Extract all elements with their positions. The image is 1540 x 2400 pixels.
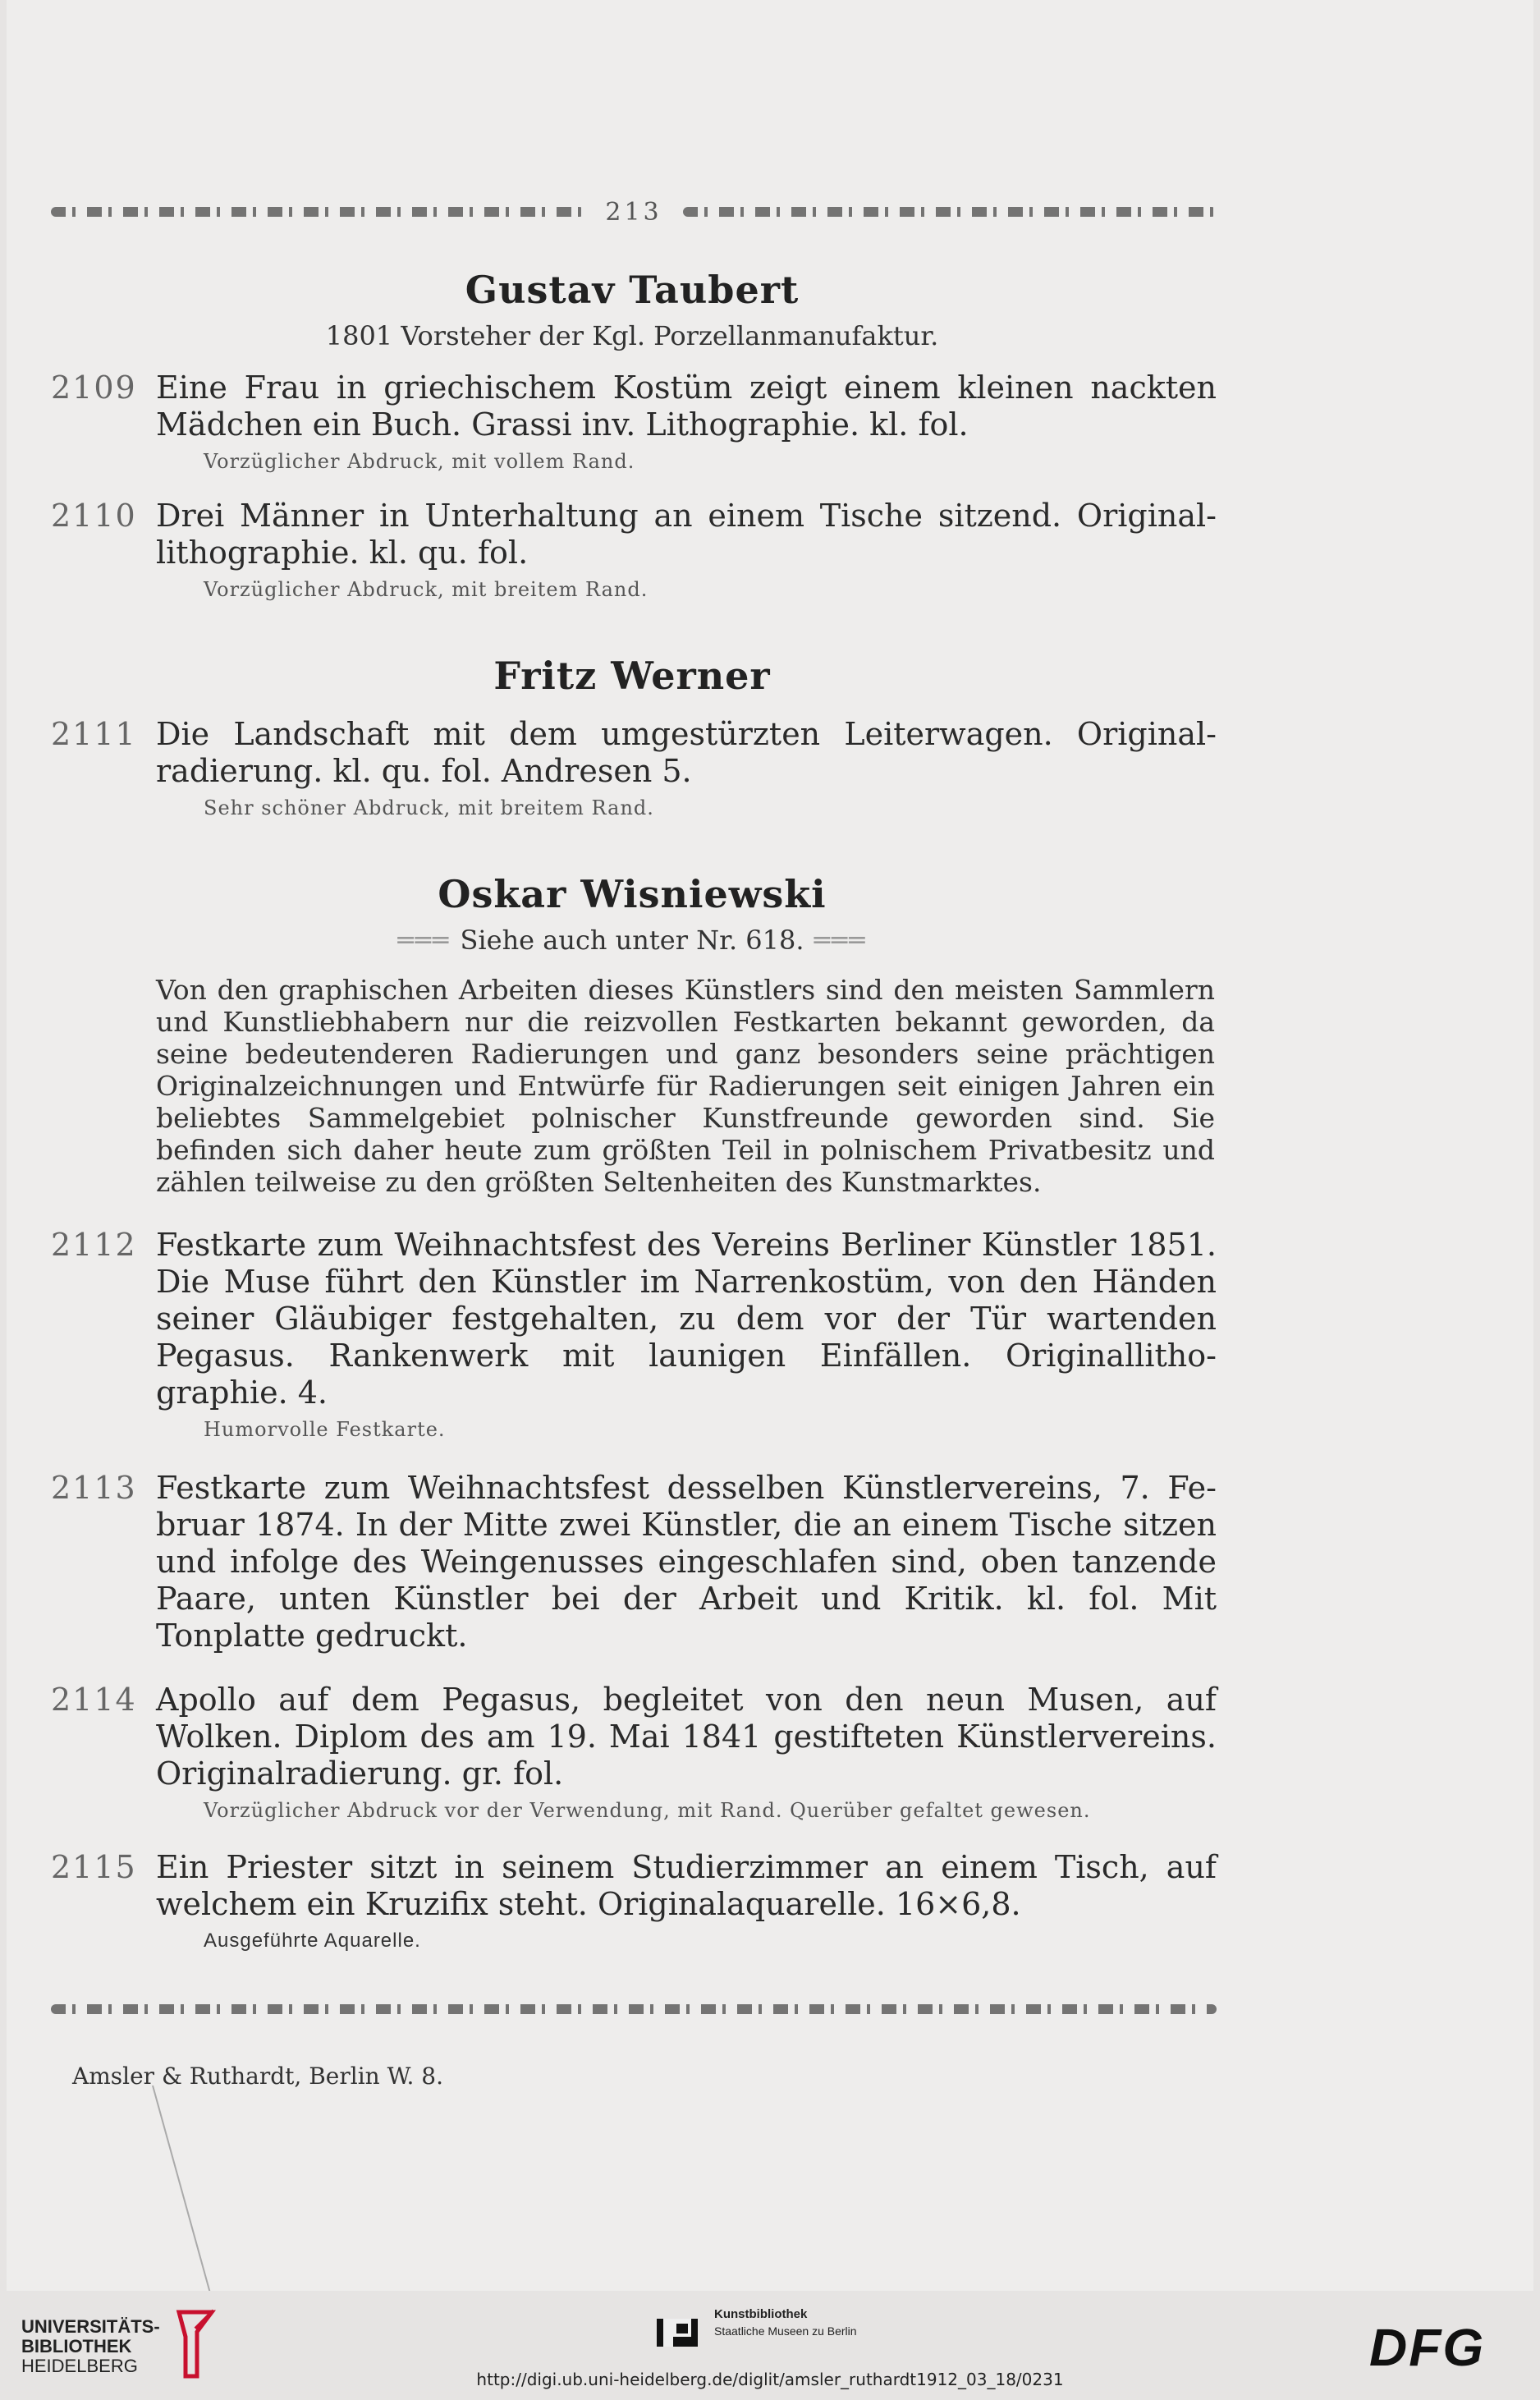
dfg-logo[interactable]: DFG (1369, 2318, 1486, 2377)
entry-note: Vorzüglicher Abdruck vor der Verwendung, mit Rand. Querüber gefaltet gewesen. (204, 1799, 1091, 1822)
artist-heading-werner: Fritz Werner (493, 654, 771, 698)
cross-reference: Siehe auch unter Nr. 618. (460, 925, 804, 956)
footer-ornament (51, 1997, 1217, 2021)
ornament-left (51, 207, 584, 217)
entry-note: Vorzüglicher Abdruck, mit breitem Rand. (204, 578, 649, 601)
kunstbibliothek-text[interactable] (714, 2306, 857, 2339)
artist-subtitle-taubert: 1801 Vorsteher der Kgl. Porzellanmanufaktur. (325, 320, 939, 351)
entry-text: Drei Männer in Unterhaltung an einem Tische sitzend. Original-lithographie. kl. qu. fol. (156, 498, 1217, 571)
entry-number: 2113 (51, 1470, 137, 1506)
entry-number: 2112 (51, 1227, 137, 1263)
entry-text: Festkarte zum Weihnachtsfest des Vereins Berliner Künstler 1851. Die Muse führt den Künstler im Narrenkostüm, von den Händen seiner Gläubiger festgehalten, zu dem vor der Tür wartenden Pegasus. Rankenwerk mit launigen Einfällen. Originallitho-graphie. 4. (156, 1227, 1217, 1411)
artist-intro-wisniewski: Von den graphischen Arbeiten dieses Künstlers sind den meisten Sammlern und Kunstliebhabern nur die reizvollen Festkarten bekannt geworden, da seine bedeutenderen Radierungen und ganz besonders seine prächtigen Originalzeichnungen und Entwürfe für Radierungen seit einigen Jahren ein beliebtes Sammelgebiet polnischer Kunstfreunde geworden sind. Sie befinden sich daher heute zum größten Teil in polnischem Privatbesitz und zählen teilweise zu den größten Seltenheiten des Kunstmarktes. (156, 974, 1215, 1198)
catalog-entry-2112 (51, 1227, 1217, 1441)
kb-line-2: Staatliche Museen zu Berlin (714, 2324, 857, 2338)
page-fold-line (0, 2053, 246, 2299)
entry-note: Sehr schöner Abdruck, mit breitem Rand. (204, 796, 654, 819)
artist-heading-wisniewski: Oskar Wisniewski (438, 872, 827, 916)
ornament-full (51, 2004, 1217, 2014)
page-number: 213 (605, 197, 662, 227)
entry-number: 2114 (51, 1682, 137, 1718)
catalog-entry-2113 (51, 1470, 1217, 1654)
catalog-entry-2109 (51, 369, 1217, 473)
ornament-right (683, 207, 1217, 217)
catalog-entry-2111 (51, 716, 1217, 819)
artist-heading-taubert: Gustav Taubert (465, 268, 800, 312)
uni-line-2: BIBLIOTHEK (21, 2336, 132, 2356)
entry-text: Festkarte zum Weihnachtsfest desselben Künstlervereins, 7. Fe-bruar 1874. In der Mitte zwei Künstler, die an einem Tische sitzen und infolge des Weingenusses eingeschlafen sind, oben tanzende Paare, unten Künstler bei der Arbeit und Kritik. kl. fol. Mit Tonplatte gedruckt. (156, 1470, 1217, 1654)
entry-note: Ausgeführte Aquarelle. (204, 1930, 421, 1952)
entry-text: Die Landschaft mit dem umgestürzten Leiterwagen. Original-radierung. kl. qu. fol. Andresen 5. (156, 716, 1217, 789)
header-ornament (51, 197, 1217, 227)
entry-note: Vorzüglicher Abdruck, mit vollem Rand. (204, 450, 635, 473)
entry-text: Apollo auf dem Pegasus, begleitet von den neun Musen, auf Wolken. Diplom des am 19. Mai 1841 gestifteten Künstlervereins. Originalradierung. gr. fol. (156, 1682, 1217, 1792)
catalog-entry-2115 (51, 1849, 1217, 1953)
entry-note: Humorvolle Festkarte. (204, 1418, 446, 1441)
uni-line-3: HEIDELBERG (21, 2356, 138, 2376)
kunstbibliothek-icon[interactable] (657, 2312, 698, 2353)
entry-text: Eine Frau in griechischem Kostüm zeigt einem kleinen nackten Mädchen ein Buch. Grassi inv. Lithographie. kl. fol. (156, 369, 1217, 443)
artist-subtitle-wisniewski: ═══ Siehe auch unter Nr. 618. ═══ (397, 925, 867, 956)
catalog-entry-2114 (51, 1682, 1217, 1822)
catalog-entry-2110 (51, 498, 1217, 601)
kb-line-1: Kunstbibliothek (714, 2307, 808, 2321)
uni-heidelberg-text[interactable] (21, 2317, 160, 2376)
entry-number: 2111 (51, 716, 137, 752)
permalink-url[interactable]: http://digi.ub.uni-heidelberg.de/diglit/amsler_ruthardt1912_03_18/0231 (476, 2370, 1064, 2389)
entry-number: 2109 (51, 369, 137, 406)
entry-text: Ein Priester sitzt in seinem Studierzimmer an einem Tisch, auf welchem ein Kruzifix steht. Originalaquarelle. 16×6,8. (156, 1849, 1217, 1922)
entry-number: 2115 (51, 1849, 137, 1885)
entry-number: 2110 (51, 498, 137, 534)
publisher-line: Amsler & Ruthardt, Berlin W. 8. (72, 2063, 444, 2090)
uni-line-1: UNIVERSITÄTS- (21, 2316, 160, 2337)
